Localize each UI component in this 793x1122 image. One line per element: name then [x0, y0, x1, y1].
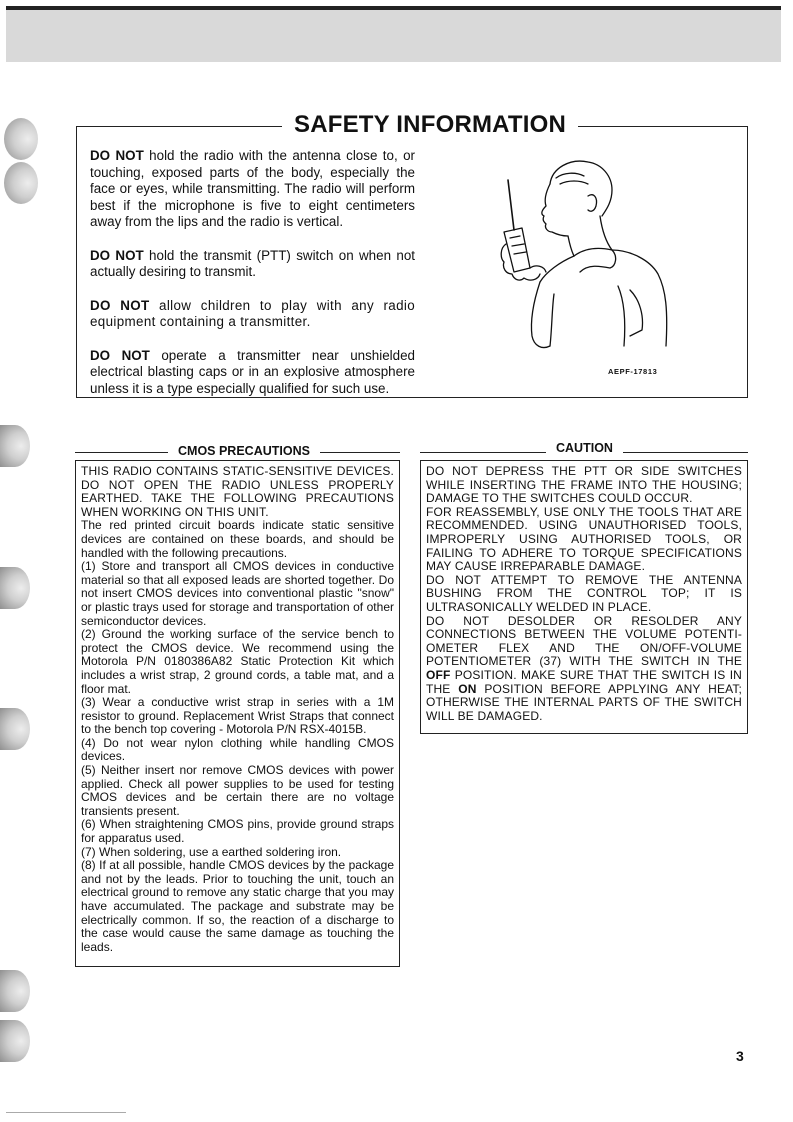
- do-not-lead: DO NOT: [90, 148, 144, 163]
- safety-paragraph: [90, 348, 415, 398]
- safety-title: SAFETY INFORMATION: [282, 110, 578, 140]
- cmos-paragraph: (4) Do not wear nylon clothing while handling CMOS devices.: [81, 735, 394, 764]
- caution-paragraph: DO NOT DEPRESS THE PTT OR SIDE SWITCHES WHILE INSERTING THE FRAME INTO THE HOUSING; DAMAGE TO THE SWITCHES COULD OCCUR.: [426, 464, 742, 506]
- binder-hole: [4, 162, 38, 204]
- radio-user-illustration: [490, 150, 700, 370]
- binder-hole: [0, 567, 30, 609]
- safety-paragraph-text: operate a transmitter near unshielded electrical blasting caps or in an explosive atmosphere unless it is a type especially qualified for such use.: [90, 347, 415, 396]
- binder-hole: [0, 970, 30, 1012]
- caution-text: POSITION. MAKE SURE THAT THE SWITCH IS IN THE: [426, 667, 742, 696]
- binder-hole: [0, 425, 30, 467]
- caution-paragraph: DO NOT ATTEMPT TO REMOVE THE ANTENNA BUSHING FROM THE CONTROL TOP; IT IS ULTRASONICALLY WELDED IN PLACE.: [426, 572, 742, 614]
- cmos-precautions-box: [75, 460, 400, 967]
- off-label: OFF: [426, 667, 451, 682]
- safety-paragraph: [90, 148, 415, 231]
- do-not-lead: DO NOT: [90, 297, 150, 313]
- binder-hole: [0, 1020, 30, 1062]
- safety-paragraph-text: hold the transmit (PTT) switch on when not actually desiring to transmit.: [90, 247, 415, 279]
- top-scan-band: [6, 6, 781, 62]
- figure-code: AEPF-17813: [608, 367, 658, 376]
- page-number: 3: [736, 1048, 744, 1064]
- cmos-paragraph: The red printed circuit boards indicate static sensitive devices are contained on these boards, and should be handled with the following precautions.: [81, 518, 394, 560]
- do-not-lead: DO NOT: [90, 347, 150, 363]
- cmos-paragraph: (5) Neither insert nor remove CMOS devices with power applied. Check all power supplies to be used for testing CMOS devices and be certain there are no voltage transients present.: [81, 763, 394, 818]
- cmos-paragraph: THIS RADIO CONTAINS STATIC-SENSITIVE DEVICES. DO NOT OPEN THE RADIO UNLESS PROPERLY EARTHED. TAKE THE FOLLOWING PRECAUTIONS WHEN WORKING ON THIS UNIT.: [81, 464, 394, 519]
- cmos-title: CMOS PRECAUTIONS: [168, 443, 320, 459]
- on-label: ON: [458, 681, 477, 696]
- safety-paragraph-text: allow children to play with any radio equipment containing a transmitter.: [90, 297, 416, 329]
- caution-text: POSITION BEFORE APPLYING ANY HEAT; OTHERWISE THE INTERNAL PARTS OF THE SWITCH WILL BE DAMAGED.: [426, 681, 743, 723]
- caution-text: DO NOT DESOLDER OR RESOLDER ANY CONNECTIONS BETWEEN THE VOLUME POTENTI-OMETER FLEX AND THE ON/OFF-VOLUME POTENTIOMETER (37) WITH THE SWITCH IN THE: [426, 613, 742, 669]
- safety-paragraph: [90, 298, 415, 331]
- cmos-paragraph: (8) If at all possible, handle CMOS devices by the package and not by the leads. Prior to touching the unit, touch an electrical ground to remove any static charge that you may have accumulated. The package and substrate may be electrically common. If so, the reaction of a discharge to the case would cause the same damage as touching the leads.: [81, 858, 394, 954]
- cmos-paragraph: (1) Store and transport all CMOS devices in conductive material so that all exposed leads are shorted together. Do not insert CMOS devices into conventional plastic "snow" or plastic trays used for storage and transportation of other semiconductor devices.: [81, 559, 394, 628]
- cmos-paragraph: (6) When straightening CMOS pins, provide ground straps for apparatus used.: [81, 817, 394, 846]
- caution-paragraph: [426, 615, 742, 724]
- cmos-paragraph: (3) Wear a conductive wrist strap in series with a 1M resistor to ground. Replacement Wrist Straps that connect to the bench top covering - Motorola P/N RSX-4015B.: [81, 695, 394, 737]
- safety-paragraph: [90, 248, 415, 281]
- binder-hole: [4, 118, 38, 160]
- caution-paragraph: FOR REASSEMBLY, USE ONLY THE TOOLS THAT ARE RECOMMENDED. USING UNAUTHORISED TOOLS, IMPROPERLY USING AUTHORISED TOOLS, OR FAILING TO ADHERE TO TORQUE SPECIFICATIONS MAY CAUSE IRREPARABLE DAMAGE.: [426, 504, 742, 574]
- safety-text: [90, 148, 415, 414]
- cmos-paragraph: (7) When soldering, use a earthed soldering iron.: [81, 844, 342, 859]
- caution-title: CAUTION: [546, 440, 623, 456]
- binder-hole: [0, 708, 30, 750]
- do-not-lead: DO NOT: [90, 247, 144, 263]
- cmos-paragraph: (2) Ground the working surface of the service bench to protect the CMOS device. We recommend using the Motorola P/N 0180386A82 Static Protection Kit which includes a wrist strap, 2 ground cords, a table mat, and a floor mat.: [81, 627, 394, 696]
- caution-box: [420, 460, 748, 734]
- safety-paragraph-text: hold the radio with the antenna close to, or touching, exposed parts of the body, especially the face or eyes, while transmitting. The radio will perform best if the microphone is five to eight centimeters away from the lips and the radio is vertical.: [90, 148, 416, 229]
- bottom-rule: [6, 1112, 126, 1113]
